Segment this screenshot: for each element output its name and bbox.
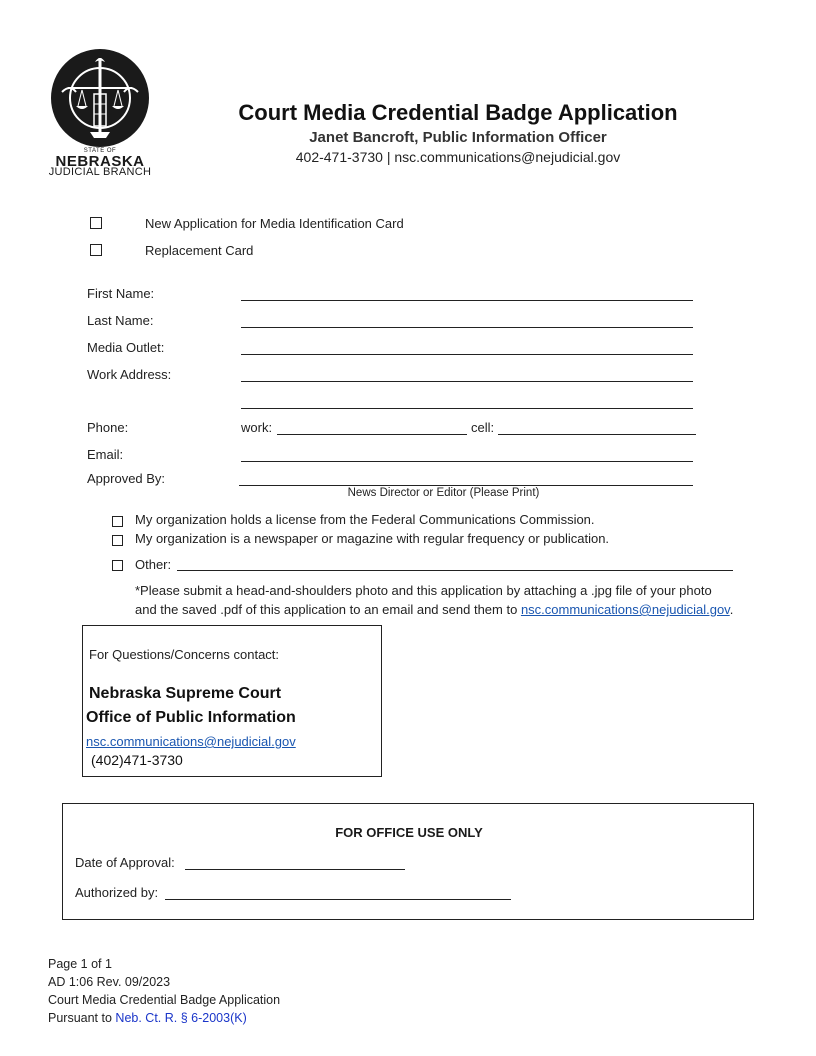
footer-revision: AD 1:06 Rev. 09/2023 (48, 975, 171, 989)
approved-by-field[interactable] (239, 485, 693, 486)
media-outlet-field[interactable] (241, 354, 693, 355)
page-title: Court Media Credential Badge Application (238, 100, 678, 125)
seal-state-of: STATE OF (83, 148, 117, 154)
other-label: Other: (135, 557, 172, 572)
instructions-line2-wrap (135, 600, 775, 619)
work-address-field-line2[interactable] (241, 408, 693, 409)
approved-by-label: Approved By: (87, 471, 166, 486)
approved-by-caption: News Director or Editor (Please Print) (347, 487, 540, 499)
newspaper-label: My organization is a newspaper or magazine with regular frequency or publication. (135, 531, 610, 546)
first-name-field[interactable] (241, 300, 693, 301)
authorized-by-label: Authorized by: (75, 885, 159, 900)
nebraska-judicial-seal (50, 48, 150, 148)
replacement-card-label: Replacement Card (145, 243, 254, 258)
officer-name: Janet Bancroft, Public Information Officer (309, 129, 607, 146)
footer-pursuant: Pursuant to (48, 1011, 112, 1025)
footer-rule: Neb. Ct. R. § 6-2003(K) (115, 1011, 247, 1025)
new-application-label: New Application for Media Identification Card (145, 216, 404, 231)
contact-box (82, 625, 382, 777)
footer-form-name: Court Media Credential Badge Application (48, 993, 281, 1007)
contact-email-link[interactable]: nsc.communications@nejudicial.gov (86, 734, 296, 749)
email-label: Email: (87, 447, 124, 462)
media-outlet-label: Media Outlet: (87, 340, 165, 355)
newspaper-checkbox[interactable] (112, 535, 123, 546)
last-name-label: Last Name: (87, 313, 154, 328)
instructions-email-link[interactable]: nsc.communications@nejudicial.gov (520, 602, 730, 617)
new-application-checkbox[interactable] (90, 217, 102, 229)
email-field[interactable] (241, 461, 693, 462)
last-name-field[interactable] (241, 327, 693, 328)
office-use-box (62, 803, 754, 920)
seal-branch: JUDICIAL BRANCH (48, 166, 152, 178)
first-name-label: First Name: (87, 286, 155, 301)
contact-org-line2: Office of Public Information (86, 709, 296, 726)
instructions-line2: and the saved .pdf of this application to an email and send them to (135, 602, 518, 617)
contact-org-line1: Nebraska Supreme Court (89, 685, 282, 702)
contact-phone: (402)471-3730 (91, 752, 183, 768)
work-address-field-line1[interactable] (241, 381, 693, 382)
fcc-license-checkbox[interactable] (112, 516, 123, 527)
instructions-line1: *Please submit a head-and-shoulders photo and this application by attaching a .jpg file of your photo (135, 583, 712, 598)
phone-label: Phone: (87, 420, 129, 435)
header-contact: 402-471-3730 | nsc.communications@nejudicial.gov (295, 149, 621, 165)
footer-page: Page 1 of 1 (48, 957, 112, 971)
date-of-approval-label: Date of Approval: (75, 855, 175, 870)
other-checkbox[interactable] (112, 560, 123, 571)
office-use-heading: FOR OFFICE USE ONLY (335, 825, 483, 840)
date-of-approval-field[interactable] (185, 869, 405, 870)
replacement-card-checkbox[interactable] (90, 244, 102, 256)
footer-pursuant-line (48, 1011, 247, 1025)
instructions-end: . (729, 602, 734, 617)
work-address-label: Work Address: (87, 367, 172, 382)
phone-work-label: work: (241, 420, 273, 435)
authorized-by-field[interactable] (165, 899, 511, 900)
instructions (135, 581, 775, 619)
other-field[interactable] (177, 570, 733, 571)
contact-heading: For Questions/Concerns contact: (89, 647, 280, 662)
phone-cell-label: cell: (471, 420, 495, 435)
phone-cell-field[interactable] (498, 434, 696, 435)
fcc-license-label: My organization holds a license from the Federal Communications Commission. (135, 512, 595, 527)
phone-work-field[interactable] (277, 434, 467, 435)
seal-state-name: NEBRASKA (55, 153, 145, 170)
